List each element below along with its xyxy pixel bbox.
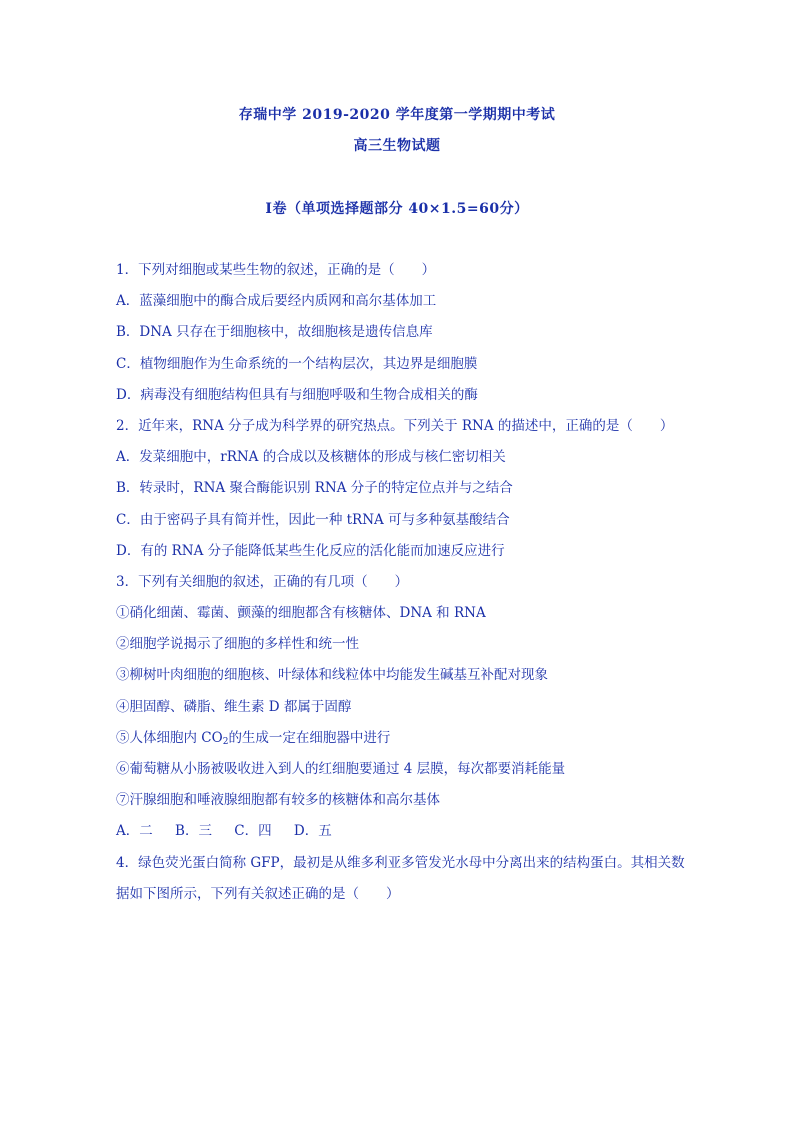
- statement-5-text-pre: ⑤人体细胞内 CO: [116, 729, 223, 746]
- question-2-option-c: C．由于密码子具有简并性，因此一种 tRNA 可与多种氨基酸结合: [116, 511, 510, 528]
- question-2-option-b: B．转录时，RNA 聚合酶能识别 RNA 分子的特定位点并与之结合: [116, 480, 513, 497]
- question-3-statement-5: [116, 723, 686, 754]
- question-4-stem: 4．绿色荧光蛋白简称 GFP，最初是从维多利亚多管发光水母中分离出来的结构蛋白。其相关数据如下图所示，下列有关叙述正确的是（ ）: [116, 854, 685, 902]
- question-3-options: [116, 816, 686, 847]
- question-3-statement-4: ④胆固醇、磷脂、维生素 D 都属于固醇: [116, 698, 352, 715]
- question-3-option-b: B．三: [175, 823, 212, 840]
- question-2-option-d: D．有的 RNA 分子能降低某些生化反应的活化能而加速反应进行: [116, 542, 505, 559]
- question-3-statement-2: ②细胞学说揭示了细胞的多样性和统一性: [116, 636, 359, 653]
- question-3-statement-1: ①硝化细菌、霉菌、颤藻的细胞都含有核糖体、DNA 和 RNA: [116, 605, 486, 622]
- subject-title: 高三生物试题: [353, 138, 441, 154]
- question-1-stem: 1．下列对细胞或某些生物的叙述，正确的是（ ）: [116, 262, 436, 278]
- question-3-option-d: D．五: [293, 823, 332, 840]
- school-exam-title: 存瑞中学 2019-2020 学年度第一学期期中考试: [238, 107, 556, 123]
- question-3-statement-3: ③柳树叶肉细胞的细胞核、叶绿体和线粒体中均能发生碱基互补配对现象: [116, 667, 548, 684]
- question-1-option-a: A．蓝藻细胞中的酶合成后要经内质网和高尔基体加工: [116, 293, 437, 310]
- question-3-statement-7: ⑦汗腺细胞和唾液腺细胞都有较多的核糖体和高尔基体: [116, 792, 440, 809]
- question-1-option-c: C．植物细胞作为生命系统的一个结构层次，其边界是细胞膜: [116, 355, 478, 372]
- co2-subscript: 2: [222, 736, 229, 747]
- questions-body: [116, 255, 686, 910]
- question-3-option-a: A．二: [116, 823, 153, 840]
- question-3-statement-6: ⑥葡萄糖从小肠被吸收进入到人的红细胞要通过 4 层膜，每次都要消耗能量: [116, 761, 566, 777]
- question-1-option-d: D．病毒没有细胞结构但具有与细胞呼吸和生物合成相关的酶: [116, 386, 478, 403]
- question-2-option-a: A．发菜细胞中，rRNA 的合成以及核糖体的形成与核仁密切相关: [116, 449, 506, 466]
- question-3-option-c: C．四: [234, 823, 272, 840]
- statement-5-text-post: 的生成一定在细胞器中进行: [228, 729, 391, 746]
- question-3-stem: 3．下列有关细胞的叙述，正确的有几项（ ）: [116, 573, 409, 590]
- section-title: Ⅰ卷（单项选择题部分 40×1.5=60分）: [265, 201, 529, 217]
- question-2-stem: 2．近年来，RNA 分子成为科学界的研究热点。下列关于 RNA 的描述中，正确的是（ ）: [116, 417, 674, 434]
- question-1-option-b: B．DNA 只存在于细胞核中，故细胞核是遗传信息库: [116, 324, 433, 341]
